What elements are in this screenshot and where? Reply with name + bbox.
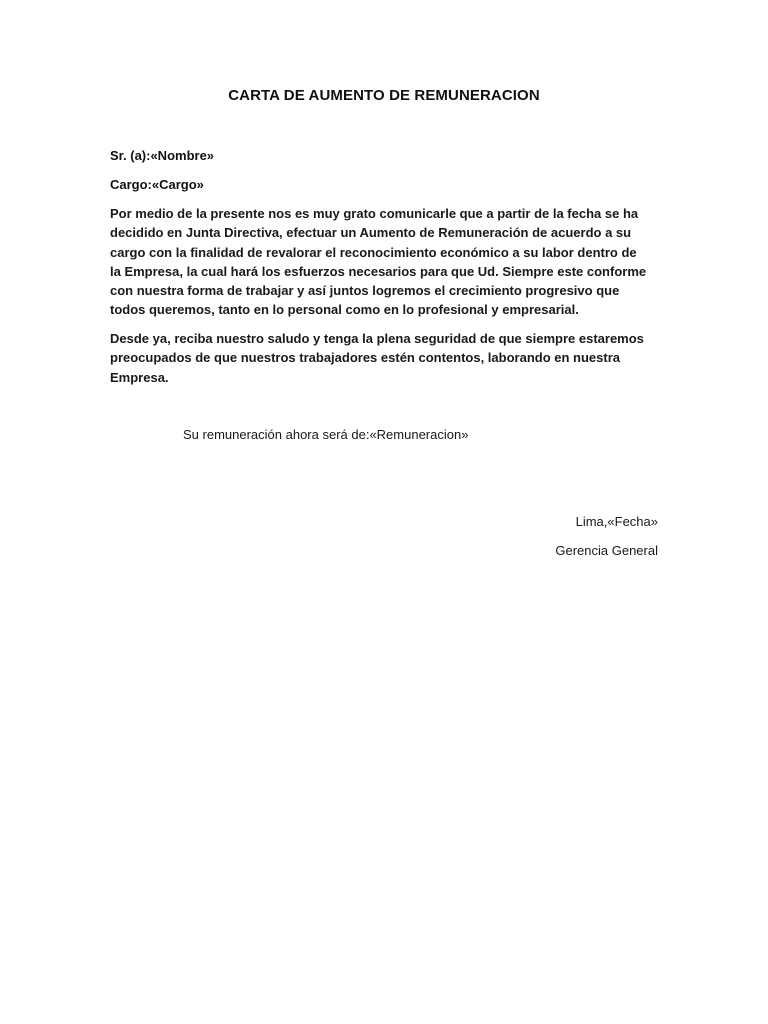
paragraph-line: decidido en Junta Directiva, efectuar un Aumento de Remuneración de acuerdo a su	[110, 225, 632, 241]
document-title: CARTA DE AUMENTO DE REMUNERACION	[228, 87, 540, 104]
signature-line: Gerencia General	[555, 543, 658, 558]
position-line: Cargo:«Cargo»	[110, 177, 204, 192]
paragraph-line: Desde ya, reciba nuestro saludo y tenga la plena seguridad de que siempre estaremos	[110, 331, 644, 346]
remuneration-line: Su remuneración ahora será de:«Remuneracion»	[183, 427, 469, 442]
body-paragraph-2	[110, 329, 655, 387]
paragraph-line: la Empresa, la cual hará los esfuerzos necesarios para que Ud. Siempre este conforme	[110, 263, 647, 279]
body-paragraph-1	[110, 204, 655, 320]
paragraph-line: con nuestra forma de trabajar y así juntos logremos el crecimiento progresivo que	[110, 283, 620, 299]
paragraph-line: preocupados de que nuestros trabajadores estén contentos, laborando en nuestra	[110, 350, 620, 366]
paragraph-line: todos queremos, tanto en lo personal como en lo profesional y empresarial.	[110, 302, 579, 318]
paragraph-line: Por medio de la presente nos es muy grato comunicarle que a partir de la fecha se ha	[110, 206, 639, 221]
recipient-line: Sr. (a):«Nombre»	[110, 148, 215, 163]
place-date-line: Lima,«Fecha»	[575, 514, 658, 529]
paragraph-line: cargo con la finalidad de revalorar el reconocimiento económico a su labor dentro de	[110, 244, 637, 260]
paragraph-line: Empresa.	[110, 369, 169, 385]
